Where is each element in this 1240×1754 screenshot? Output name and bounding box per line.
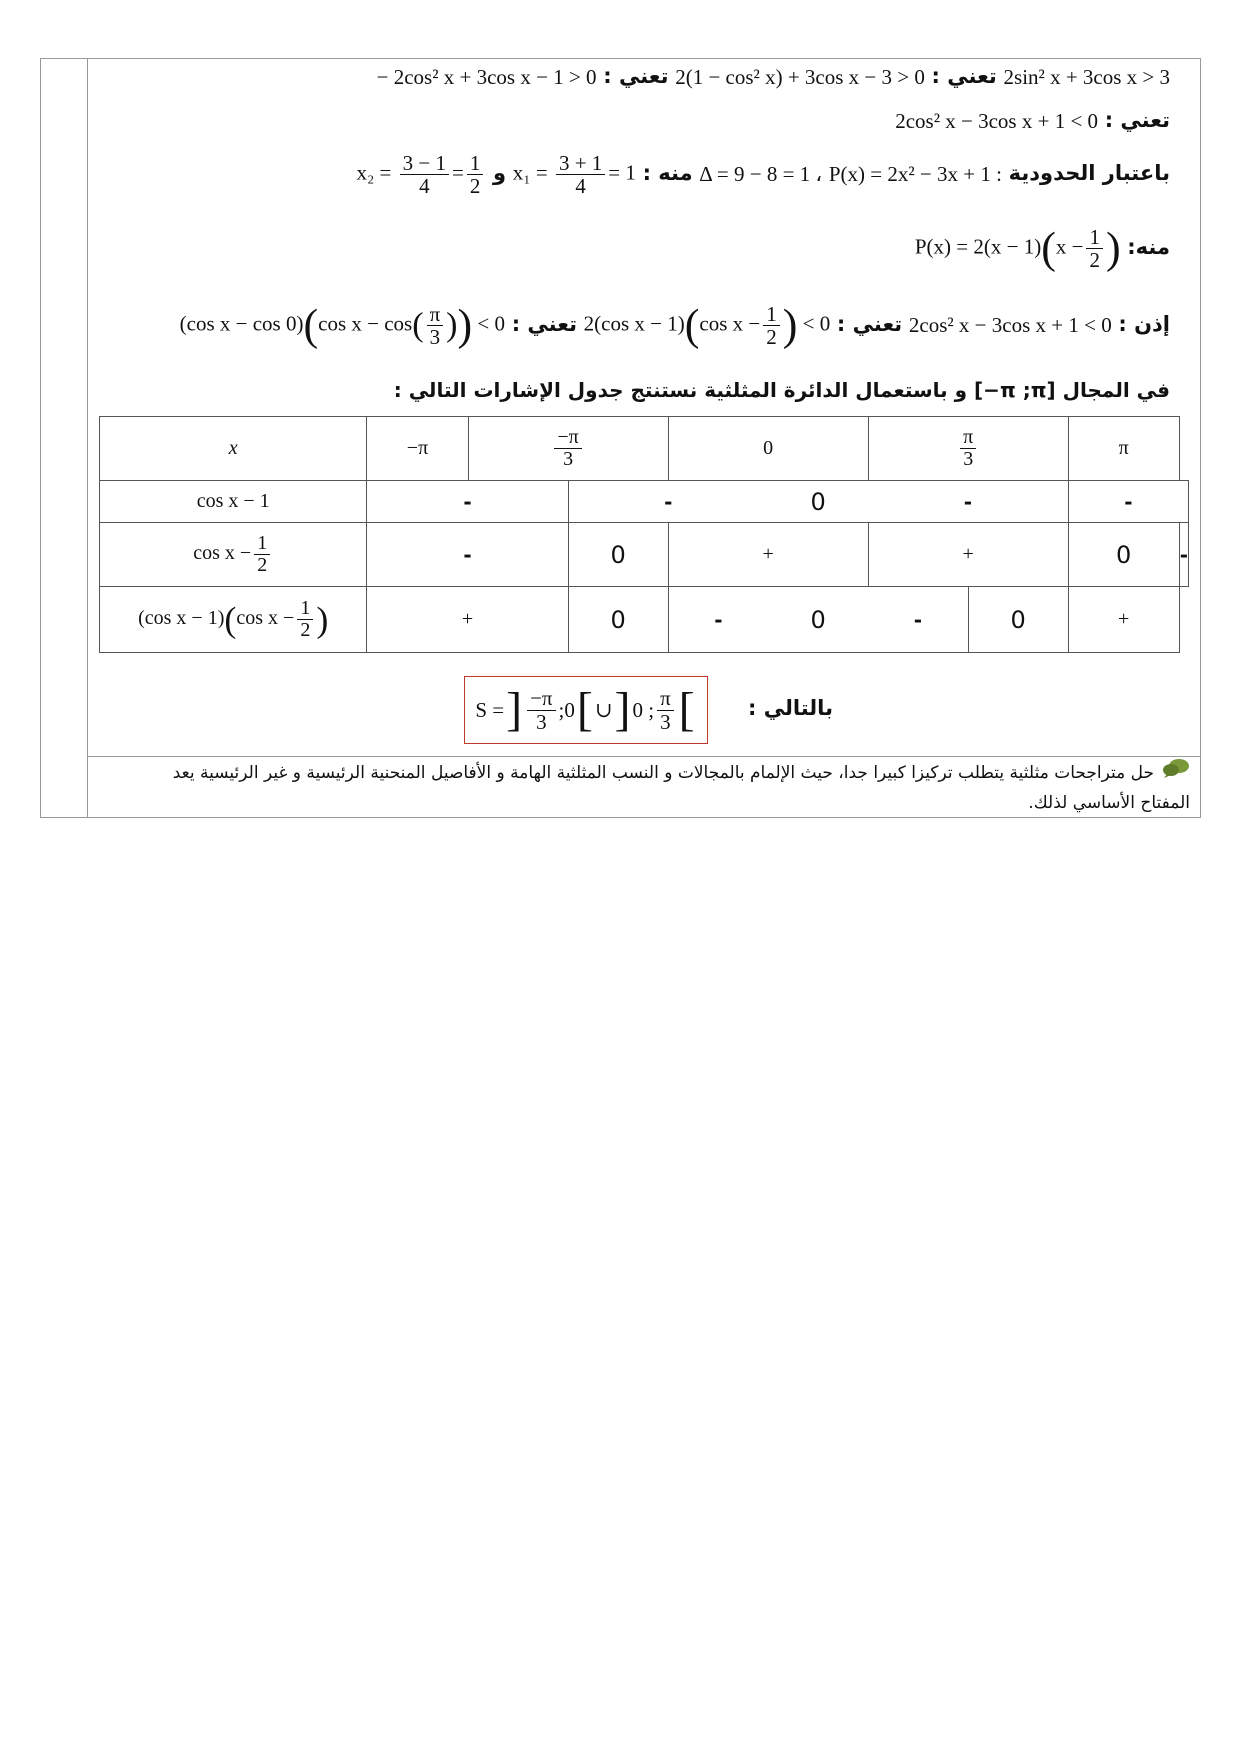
line-6: في المجال [π ;π−] و باستعمال الدائرة المثلثية نستنتج جدول الإشارات التالي : bbox=[393, 378, 1170, 402]
x1-numerator: 3 + 1 bbox=[556, 152, 605, 175]
solution-mpi-num: −π bbox=[527, 687, 555, 710]
x1-result: = 1 bbox=[608, 160, 636, 185]
sign-cell: - bbox=[868, 481, 1068, 523]
row3-numerator: 1 bbox=[297, 598, 313, 620]
zero-cell: 0 bbox=[768, 587, 868, 653]
line-1 bbox=[377, 64, 1170, 90]
and-label: و bbox=[493, 161, 507, 186]
row3-label-a: (cos x − 1) bbox=[138, 607, 225, 630]
inequality-b: 2(cos x − 1)(cos x − $\frac{1}{2}$ ) < 0 bbox=[583, 300, 831, 350]
row2-label bbox=[100, 523, 367, 587]
zero-cell: 0 bbox=[968, 587, 1068, 653]
speech-bubbles-icon bbox=[1162, 758, 1190, 788]
zero-cell: 0 bbox=[568, 587, 668, 653]
ineq-b-denominator: 2 bbox=[766, 325, 777, 350]
root-x1 bbox=[513, 152, 636, 197]
note bbox=[118, 758, 1190, 818]
row2-numerator: 1 bbox=[254, 533, 270, 555]
row1-label: cos x − 1 bbox=[100, 481, 367, 523]
solution-s: S = bbox=[475, 697, 505, 722]
header-zero: 0 bbox=[668, 417, 868, 481]
factor-numerator: 1 bbox=[1086, 226, 1103, 249]
sign-table bbox=[99, 416, 1189, 653]
row3-label-b: cos x − bbox=[236, 607, 295, 630]
row2-denominator: 2 bbox=[257, 554, 268, 576]
half-denominator: 2 bbox=[469, 174, 481, 199]
root-x2: x₂ = $\frac{3 - 1}{4}$ = $\frac{1}{2}$ bbox=[356, 152, 486, 197]
note-divider bbox=[88, 756, 1201, 757]
sign-cell: - bbox=[668, 587, 768, 653]
discriminant: Δ = 9 − 8 = 1 ، bbox=[699, 162, 823, 187]
sign-cell: - bbox=[367, 481, 568, 523]
means-label: تعني : bbox=[931, 64, 997, 88]
solution-pi-den: 3 bbox=[660, 709, 671, 734]
zero-cell: 0 bbox=[1068, 523, 1179, 587]
sign-cell: - bbox=[367, 523, 568, 587]
factor-left: P(x) = 2(x − 1) bbox=[914, 234, 1042, 259]
sign-cell: + bbox=[868, 523, 1068, 587]
inequality-a: 2cos² x − 3cos x + 1 < 0 bbox=[908, 313, 1112, 338]
header-minus-pi-over-3 bbox=[468, 417, 668, 481]
row3-denominator: 2 bbox=[300, 619, 311, 641]
sign-cell: - bbox=[868, 587, 968, 653]
margin-column bbox=[40, 58, 88, 818]
solution-mpi-den: 3 bbox=[536, 709, 547, 734]
means-label: تعني : bbox=[1104, 108, 1170, 132]
line-2 bbox=[895, 108, 1170, 134]
row-cos-minus-1 bbox=[100, 481, 1189, 523]
sign-cell: - bbox=[568, 481, 768, 523]
header-pi-over-3 bbox=[868, 417, 1068, 481]
x2-denominator: 4 bbox=[419, 174, 430, 199]
means-label: تعني : bbox=[603, 64, 669, 88]
inequality-1: − 2cos² x + 3cos x − 1 > 0 bbox=[376, 65, 597, 89]
line-4 bbox=[914, 223, 1170, 273]
factor-x: x − bbox=[1055, 234, 1084, 259]
line-5 bbox=[179, 300, 1170, 350]
solution-box: S = ] $\frac{-\pi}{3}$ ;0 [ ∪ ] 0 ; $\frac{\pi}{3}$ [ bbox=[464, 676, 708, 744]
inequality: 2cos² x − 3cos x + 1 < 0 bbox=[895, 109, 1099, 133]
hence-label: منه : bbox=[642, 161, 693, 186]
inequality-2: 2(1 − cos² x) + 3cos x − 3 > 0 bbox=[675, 65, 925, 89]
x2-label: x₂ = bbox=[356, 160, 397, 185]
polynomial: P(x) = 2x² − 3x + 1 : bbox=[828, 162, 1002, 187]
header-mpi3-den: 3 bbox=[563, 448, 574, 470]
header-minus-pi: −π bbox=[367, 417, 468, 481]
header-pi3-den: 3 bbox=[963, 448, 974, 470]
header-pi3-num: π bbox=[960, 427, 976, 449]
ineq-b-part3: < 0 bbox=[802, 311, 831, 336]
ineq-c-part2: cos x − cos bbox=[318, 311, 413, 336]
ineq-b-part2: cos x − bbox=[699, 311, 761, 336]
line-3 bbox=[356, 152, 1170, 197]
sign-cell: - bbox=[1068, 481, 1188, 523]
x2-numerator: 3 − 1 bbox=[400, 152, 449, 175]
x1-label: x₁ = bbox=[512, 160, 553, 185]
means-label: تعني : bbox=[511, 312, 577, 337]
factored-polynomial: P(x) = 2(x − 1)(x − $\frac{1}{2}$ ) bbox=[914, 223, 1121, 273]
factor-denominator: 2 bbox=[1089, 248, 1100, 273]
ineq-c-three: 3 bbox=[429, 325, 441, 350]
ineq-b-numerator: 1 bbox=[763, 303, 780, 326]
inequality-c: (cos x − cos 0)(cos x − cos( $\frac{\pi}{3}$ )) < 0 bbox=[179, 300, 505, 350]
solution-zero: 0 ; bbox=[632, 697, 655, 722]
inequality-3: 2sin² x + 3cos x > 3 bbox=[1003, 65, 1170, 89]
sign-cell: + bbox=[367, 587, 568, 653]
row-cos-minus-half bbox=[100, 523, 1189, 587]
note-text: حل متراجحات مثلثية يتطلب تركيزا كبيرا جدا، حيث الإلمام بالمجالات و النسب المثلثية الهامة و الأفاصيل المنحنية الرئيسية و غير الرئيسية يعد المفتاح الأساسي لذلك. bbox=[172, 763, 1190, 813]
half-numerator: 1 bbox=[467, 152, 484, 175]
solution-union: ∪ bbox=[594, 697, 613, 722]
header-x: x bbox=[100, 417, 367, 481]
x1-denominator: 4 bbox=[575, 174, 586, 199]
row3-label: (cos x − 1)(cos x − $\frac{1}{2}$ ) bbox=[100, 587, 367, 653]
means-label: تعني : bbox=[836, 312, 903, 337]
row-product bbox=[100, 587, 1189, 653]
sign-cell: - bbox=[1179, 523, 1188, 587]
sign-cell: + bbox=[668, 523, 868, 587]
solution-pi-num: π bbox=[657, 687, 674, 710]
solution-mid: ;0 bbox=[558, 697, 575, 722]
polynomial-intro: باعتبار الحدودية bbox=[1008, 161, 1170, 186]
header-mpi3-num: −π bbox=[554, 427, 581, 449]
header-row bbox=[100, 417, 1189, 481]
ineq-c-part3: < 0 bbox=[477, 311, 505, 336]
row2-label-text: cos x − bbox=[193, 542, 252, 565]
header-pi: π bbox=[1068, 417, 1179, 481]
zero-cell: 0 bbox=[768, 481, 868, 523]
ineq-c-part1: (cos x − cos 0) bbox=[179, 311, 304, 336]
ineq-b-part1: 2(cos x − 1) bbox=[583, 311, 685, 336]
zero-cell: 0 bbox=[568, 523, 668, 587]
ineq-c-pi: π bbox=[427, 303, 444, 326]
solution-label: بالتالي : bbox=[748, 696, 833, 720]
sign-cell: + bbox=[1068, 587, 1179, 653]
therefore-label: إذن : bbox=[1118, 312, 1170, 337]
hence-label: منه: bbox=[1127, 235, 1170, 260]
